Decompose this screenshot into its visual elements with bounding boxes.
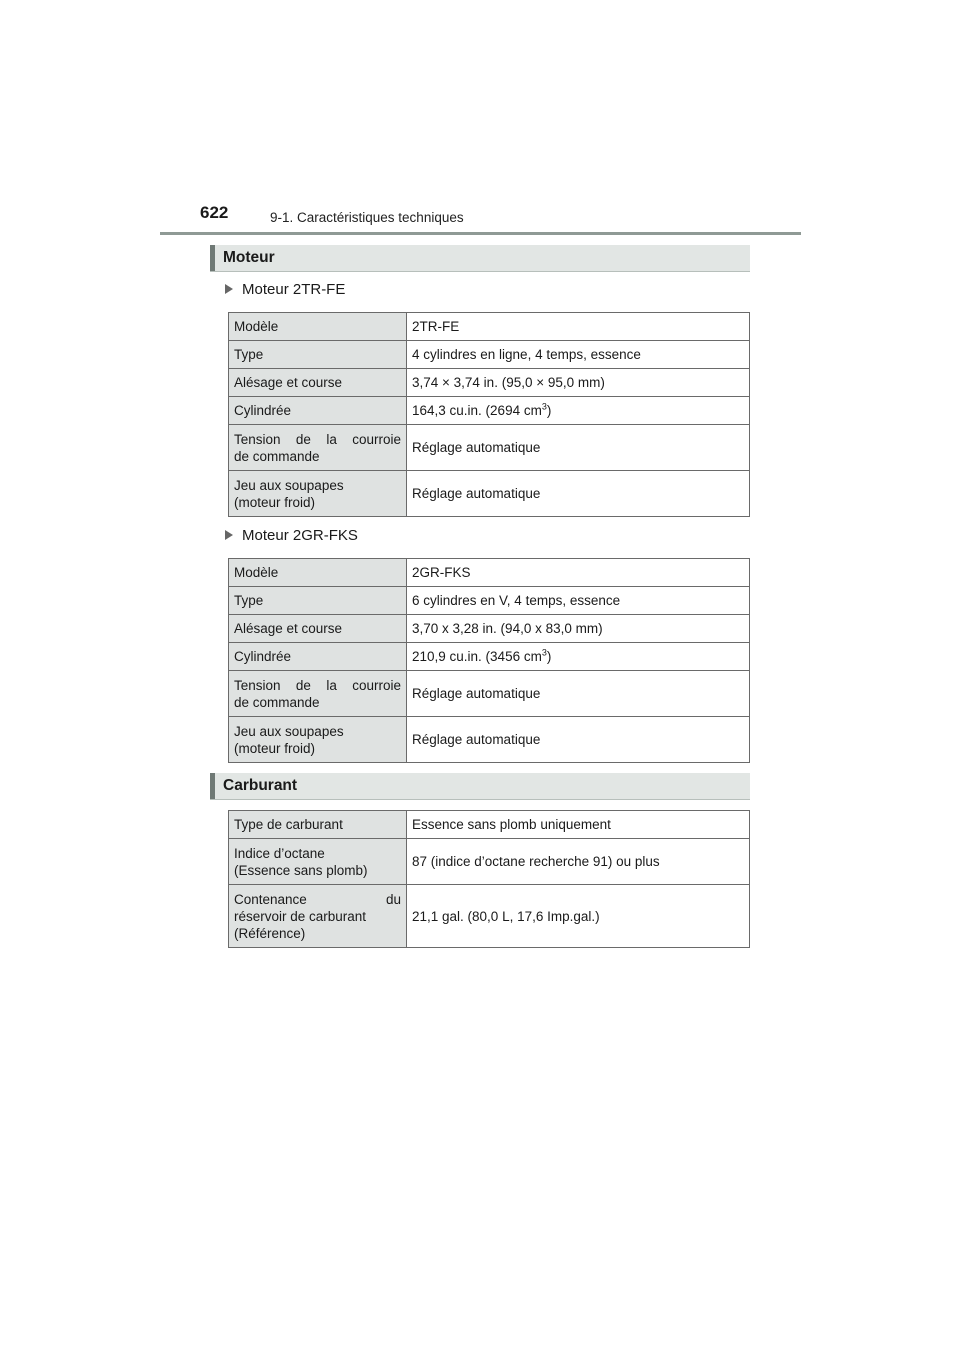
key-line-1: Tension de la courroie [234, 677, 401, 693]
triangle-bullet-icon [225, 530, 233, 540]
spec-key: Modèle [229, 313, 407, 341]
spec-value: 21,1 gal. (80,0 L, 17,6 Imp.gal.) [407, 885, 750, 948]
spec-key [229, 425, 407, 471]
key-line-2: (moteur froid) [234, 494, 316, 510]
key-line-2: de commande [234, 694, 320, 710]
section-title: Carburant [223, 777, 298, 794]
page-number: 622 [200, 203, 229, 222]
table-row [229, 341, 750, 369]
key-line-3: (Référence) [234, 925, 306, 941]
table-row [229, 559, 750, 587]
spec-key: Type de carburant [229, 811, 407, 839]
spec-key [229, 717, 407, 763]
spec-key: Modèle [229, 559, 407, 587]
table-row [229, 811, 750, 839]
spec-key: Cylindrée [229, 397, 407, 425]
value-tail: ) [546, 649, 552, 664]
table-row [229, 839, 750, 885]
spec-value [407, 397, 750, 425]
superscript: 3 [541, 647, 547, 658]
section-header-carburant [210, 773, 750, 800]
table-row [229, 885, 750, 948]
spec-value: 4 cylindres en ligne, 4 temps, essence [407, 341, 750, 369]
spec-key [229, 839, 407, 885]
spec-table-2tr [228, 312, 750, 517]
spec-key [229, 671, 407, 717]
spec-key: Cylindrée [229, 643, 407, 671]
key-line-1: Jeu aux soupapes [234, 723, 344, 739]
table-row [229, 397, 750, 425]
key-line-2: de commande [234, 448, 320, 464]
section-header-moteur [210, 245, 750, 272]
spec-value [407, 643, 750, 671]
spec-value: 6 cylindres en V, 4 temps, essence [407, 587, 750, 615]
spec-value: Réglage automatique [407, 717, 750, 763]
section-title: Moteur [223, 249, 275, 266]
key-line-1: Indice d’octane [234, 845, 325, 861]
superscript: 3 [541, 401, 547, 412]
key-line-1: Tension de la courroie [234, 431, 401, 447]
sub-heading-2tr [225, 281, 345, 298]
spec-key: Alésage et course [229, 369, 407, 397]
spec-key [229, 471, 407, 517]
key-line-1: Contenance du [234, 891, 401, 907]
table-row [229, 425, 750, 471]
section-marker [210, 245, 215, 271]
spec-key: Type [229, 587, 407, 615]
key-line-2: (Essence sans plomb) [234, 862, 368, 878]
triangle-bullet-icon [225, 284, 233, 294]
table-row [229, 671, 750, 717]
value-tail: ) [546, 403, 552, 418]
key-line-2: réservoir de carburant [234, 908, 367, 924]
spec-table-carburant [228, 810, 750, 948]
spec-value: Essence sans plomb uniquement [407, 811, 750, 839]
spec-value: 3,70 x 3,28 in. (94,0 x 83,0 mm) [407, 615, 750, 643]
table-row [229, 313, 750, 341]
table-row [229, 615, 750, 643]
chapter-title: 9-1. Caractéristiques techniques [270, 210, 464, 225]
section-marker [210, 773, 215, 799]
spec-key: Type [229, 341, 407, 369]
spec-key [229, 885, 407, 948]
spec-value: Réglage automatique [407, 671, 750, 717]
value-text: 164,3 cu.in. (2694 cm [412, 403, 542, 418]
table-row [229, 369, 750, 397]
sub-heading-2gr [225, 527, 358, 544]
value-text: 210,9 cu.in. (3456 cm [412, 649, 542, 664]
key-line-2: (moteur froid) [234, 740, 316, 756]
table-row [229, 471, 750, 517]
sub-heading-label: Moteur 2GR-FKS [242, 527, 358, 544]
table-row [229, 643, 750, 671]
sub-heading-label: Moteur 2TR-FE [242, 281, 346, 298]
table-row [229, 717, 750, 763]
spec-value: Réglage automatique [407, 471, 750, 517]
spec-table-2gr [228, 558, 750, 763]
key-line-1: Jeu aux soupapes [234, 477, 344, 493]
spec-value: Réglage automatique [407, 425, 750, 471]
spec-value: 3,74 × 3,74 in. (95,0 × 95,0 mm) [407, 369, 750, 397]
spec-value: 2TR-FE [407, 313, 750, 341]
spec-key: Alésage et course [229, 615, 407, 643]
spec-value: 2GR-FKS [407, 559, 750, 587]
table-row [229, 587, 750, 615]
spec-value: 87 (indice d’octane recherche 91) ou plus [407, 839, 750, 885]
header-rule [160, 232, 801, 235]
